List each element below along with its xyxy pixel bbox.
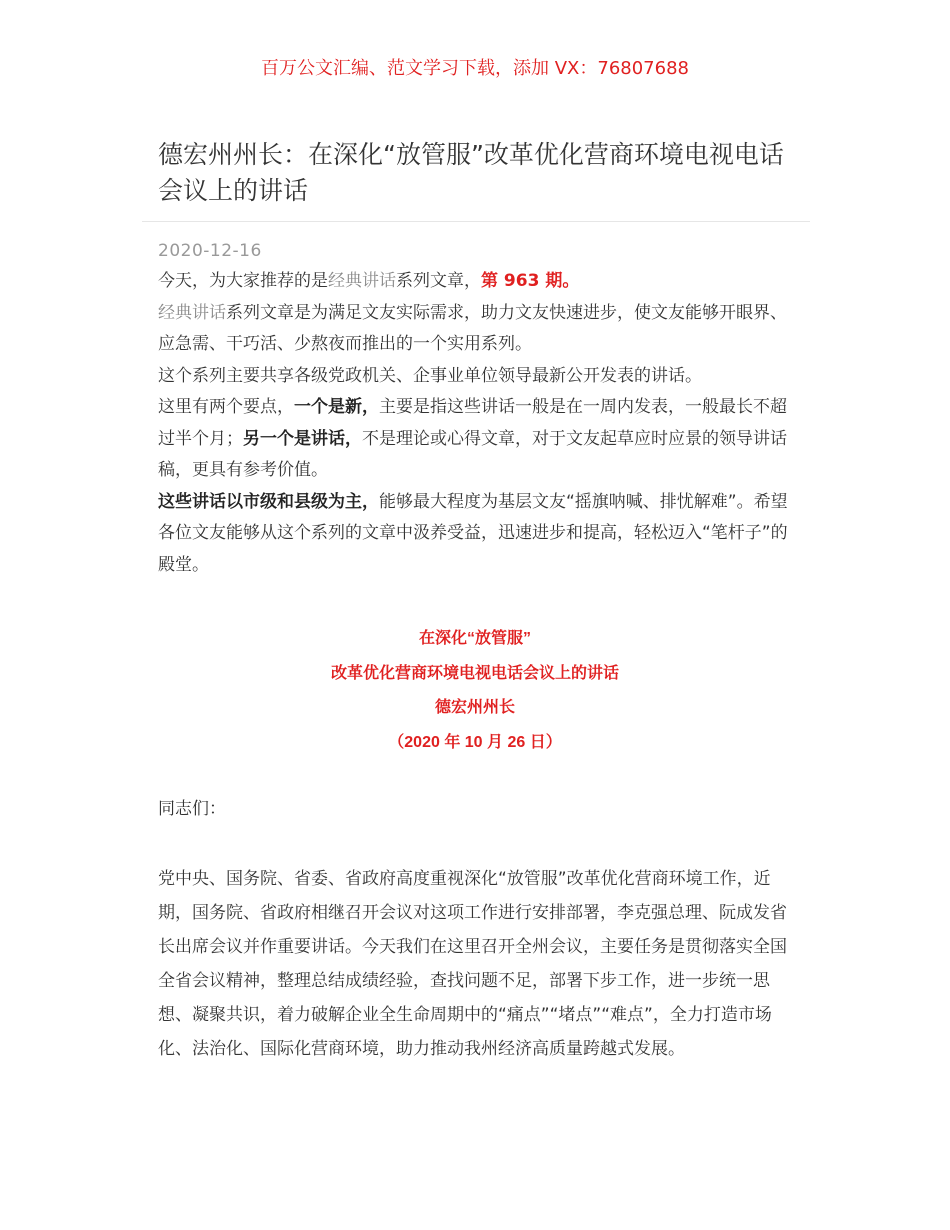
promo-banner: 百万公文汇编、范文学习下载，添加 VX：76807688	[261, 58, 689, 79]
speech-date: （2020 年 10 月 26 日）	[388, 733, 562, 751]
series-link[interactable]: 经典讲话	[158, 302, 226, 323]
article-title: 德宏州州长：在深化“放管服”改革优化营商环境电视电话会议上的讲话	[158, 140, 784, 205]
intro-paragraph	[158, 266, 794, 298]
issue-number: 第 963 期。	[481, 271, 580, 291]
intro-text: 今天，为大家推荐的是	[158, 271, 328, 291]
intro-paragraph	[158, 298, 794, 361]
key-point-level: 这些讲话以市级和县级为主，	[158, 491, 379, 512]
intro-paragraph: 这个系列主要共享各级党政机关、企事业单位领导最新公开发表的讲话。	[158, 365, 702, 386]
speech-heading-line: 在深化“放管服”	[418, 630, 531, 647]
intro-text: 系列文章，	[396, 271, 481, 291]
article-date: 2020-12-16	[158, 241, 262, 261]
intro-text: 不是理论或心得文章，对于文友起草应时应景的领导讲话稿，更具有参考价值。	[158, 428, 787, 480]
key-point-new: 一个是新，	[294, 397, 379, 417]
intro-text: 能够最大程度为基层文友“摇旗呐喊、排忧解难”。希望各位文友能够从这个系列的文章中汲养受益，迅速进步和提高，轻松迈入“笔杆子”的殿堂。	[158, 491, 788, 575]
series-link[interactable]: 经典讲话	[328, 271, 396, 291]
speech-salutation: 同志们：	[158, 799, 226, 819]
speech-heading	[0, 622, 950, 760]
intro-text: 主要是指这些讲话一般是在一周内发表，一般最长不超过半个月；	[158, 397, 787, 449]
intro-paragraph	[158, 392, 794, 487]
speech-speaker: 德宏州州长	[434, 699, 515, 716]
intro-text: 这里有两个要点，	[158, 397, 294, 417]
intro-section	[158, 266, 794, 581]
speech-heading-line: 改革优化营商环境电视电话会议上的讲话	[330, 664, 619, 682]
key-point-speech: 另一个是讲话，	[243, 428, 362, 449]
intro-text: 系列文章是为满足文友实际需求，助力文友快速进步，使文友能够开眼界、应急需、干巧活、少熬夜而推出的一个实用系列。	[158, 302, 787, 354]
title-divider	[142, 221, 810, 222]
intro-paragraph	[158, 487, 794, 582]
speech-paragraph: 党中央、国务院、省委、省政府高度重视深化“放管服”改革优化营商环境工作，近期，国务院、省政府相继召开会议对这项工作进行安排部署，李克强总理、阮成发省长出席会议并作重要讲话。今天我们在这里召开全州会议，主要任务是贯彻落实全国全省会议精神，整理总结成绩经验，查找问题不足，部署下步工作，进一步统一思想、凝聚共识，着力破解企业全生命周期中的“痛点”“堵点”“难点”，全力打造市场化、法治化、国际化营商环境，助力推动我州经济高质量跨越式发展。	[158, 869, 787, 1059]
